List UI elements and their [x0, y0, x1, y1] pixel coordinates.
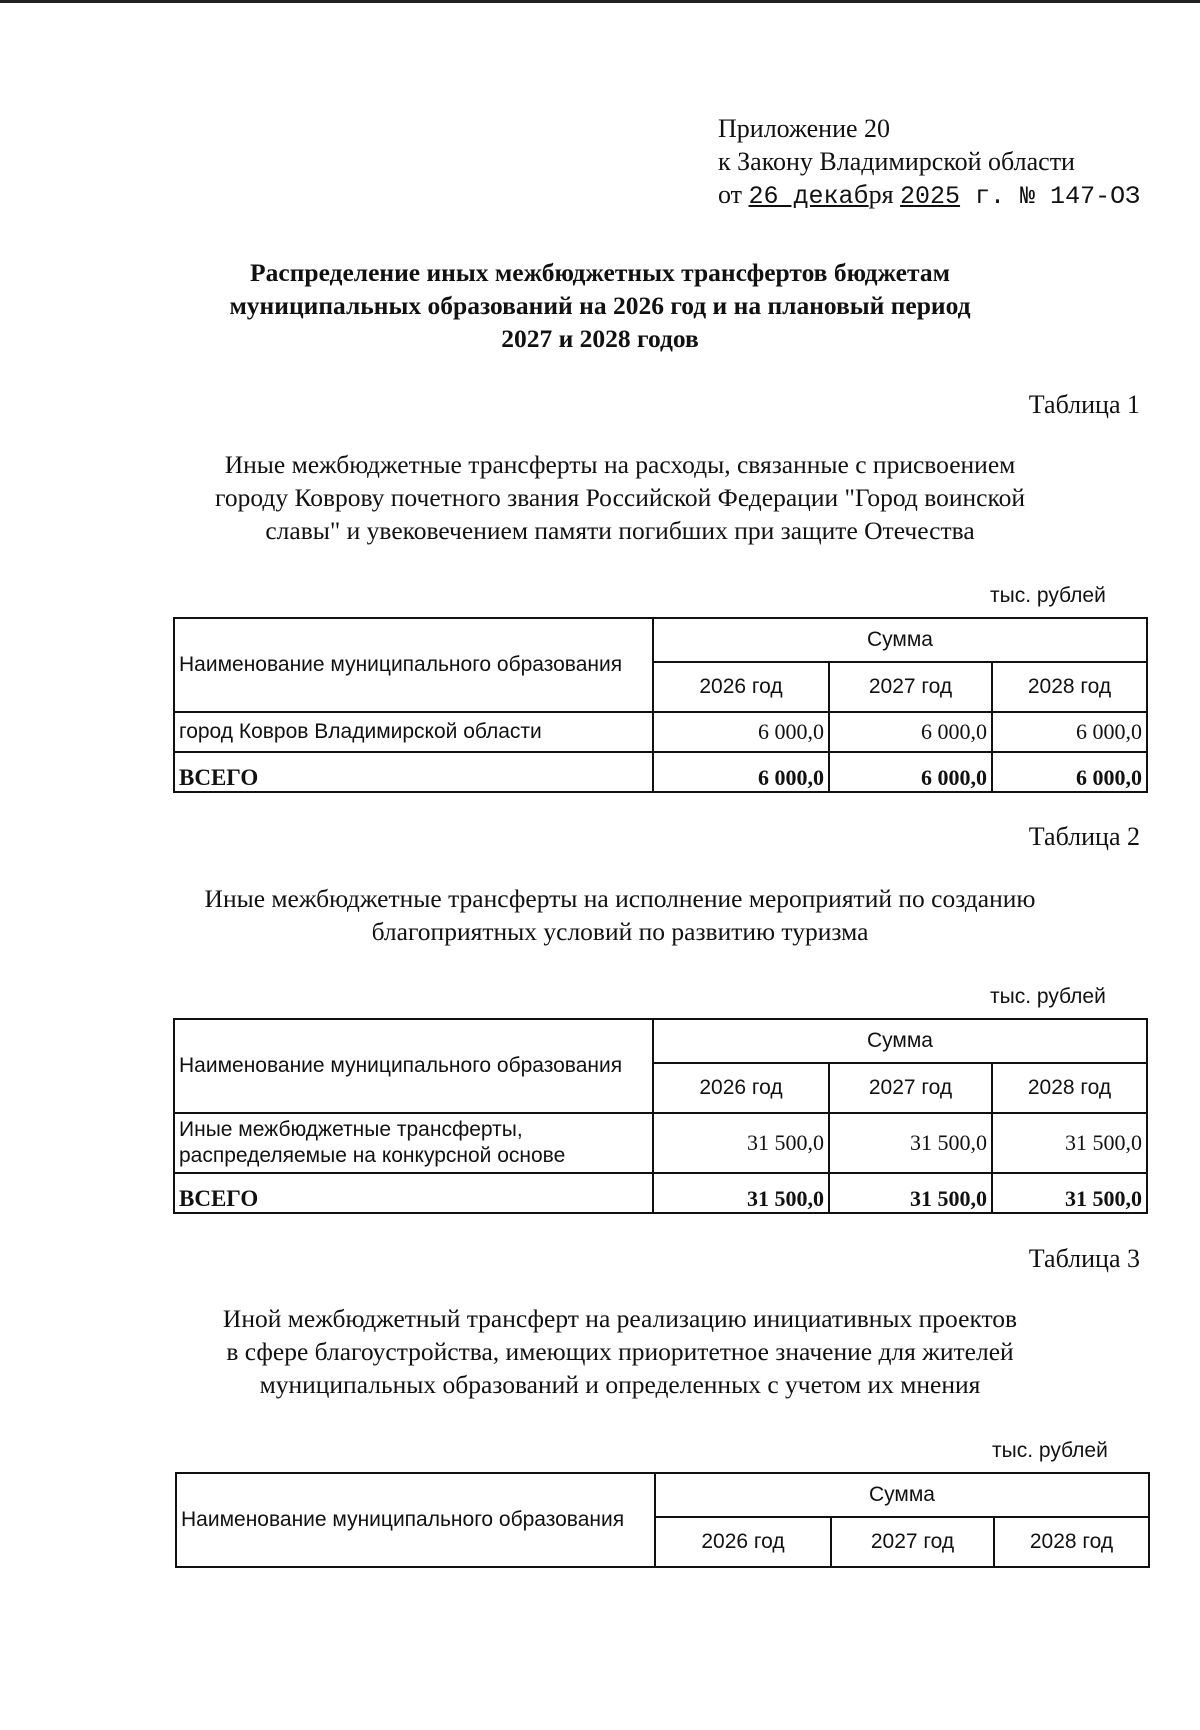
table-total-row — [174, 1173, 1147, 1213]
header-year: 2026 год — [653, 1063, 829, 1113]
appendix-date-number — [718, 178, 1158, 213]
caption-line: городу Коврову почетного звания Российской Федерации "Город воинской — [215, 483, 1025, 512]
row-value: 31 500,0 — [992, 1113, 1147, 1173]
header-year: 2027 год — [829, 662, 992, 712]
appendix-date-month-rest: ря — [868, 180, 901, 209]
header-name: Наименование муниципального образования — [176, 1473, 655, 1567]
table-header-row — [174, 1019, 1147, 1063]
header-year: 2026 год — [655, 1517, 831, 1567]
header-name: Наименование муниципального образования — [174, 1019, 653, 1113]
caption-line: Иной межбюджетный трансферт на реализацию инициативных проектов — [222, 1304, 1018, 1333]
units-label: тыс. рублей — [990, 985, 1106, 1008]
table-row — [174, 712, 1147, 752]
header-year: 2028 год — [992, 662, 1147, 712]
table-total-row — [174, 752, 1147, 792]
appendix-number: Приложение 20 — [718, 114, 891, 143]
total-value: 31 500,0 — [653, 1173, 829, 1213]
row-name-line: распределяемые на конкурсной основе — [179, 1144, 566, 1167]
row-name: город Ковров Владимирской области — [174, 712, 653, 752]
appendix-law-reference: к Закону Владимирской области — [718, 147, 1075, 176]
table-caption — [140, 1302, 1100, 1401]
caption-line: в сфере благоустройства, имеющих приоритетное значение для жителей — [226, 1337, 1014, 1366]
total-value: 6 000,0 — [653, 752, 829, 792]
title-line: 2027 и 2028 годов — [501, 324, 699, 353]
header-sum: Сумма — [655, 1473, 1149, 1517]
row-value: 6 000,0 — [992, 712, 1147, 752]
total-value: 6 000,0 — [992, 752, 1147, 792]
row-value: 31 500,0 — [829, 1113, 992, 1173]
table-number: Таблица 3 — [1028, 1244, 1140, 1273]
header-year: 2028 год — [994, 1517, 1149, 1567]
title-line: Распределение иных межбюджетных трансфертов бюджетам — [250, 258, 950, 287]
total-value: 31 500,0 — [992, 1173, 1147, 1213]
appendix-block — [718, 112, 1158, 213]
total-value: 6 000,0 — [829, 752, 992, 792]
table-number: Таблица 2 — [1028, 822, 1140, 851]
budget-table-3 — [175, 1472, 1150, 1568]
caption-line: благоприятных условий по развитию туризма — [371, 917, 869, 946]
total-label: ВСЕГО — [174, 1173, 653, 1213]
document-title — [130, 256, 1070, 355]
caption-line: муниципальных образований и определенных с учетом их мнения — [259, 1370, 981, 1399]
header-sum: Сумма — [653, 618, 1147, 662]
total-value: 31 500,0 — [829, 1173, 992, 1213]
row-name-line: Иные межбюджетные трансферты, — [179, 1118, 523, 1141]
header-name: Наименование муниципального образования — [174, 618, 653, 712]
caption-line: славы" и увековечением памяти погибших при защите Отечества — [265, 516, 975, 545]
table-caption — [140, 882, 1100, 948]
row-value: 31 500,0 — [653, 1113, 829, 1173]
header-year: 2027 год — [829, 1063, 992, 1113]
table-header-row — [174, 618, 1147, 662]
header-year: 2026 год — [653, 662, 829, 712]
caption-line: Иные межбюджетные трансферты на исполнение мероприятий по созданию — [204, 884, 1036, 913]
budget-table-1 — [173, 617, 1148, 793]
units-label: тыс. рублей — [992, 1439, 1108, 1462]
row-value: 6 000,0 — [653, 712, 829, 752]
caption-line: Иные межбюджетные трансферты на расходы, связанные с присвоением — [224, 450, 1016, 479]
row-name — [174, 1113, 653, 1173]
budget-table-2 — [173, 1018, 1148, 1214]
row-value: 6 000,0 — [829, 712, 992, 752]
table-row — [174, 1113, 1147, 1173]
table-caption — [140, 448, 1100, 547]
top-border-line — [0, 0, 1200, 3]
title-line: муниципальных образований на 2026 год и на плановый период — [229, 291, 971, 320]
table-number: Таблица 1 — [1028, 390, 1140, 419]
table-header-row — [176, 1473, 1149, 1517]
total-label: ВСЕГО — [174, 752, 653, 792]
appendix-law-number: г. № 147-ОЗ — [960, 182, 1141, 211]
header-year: 2028 год — [992, 1063, 1147, 1113]
appendix-date-year: 2025 — [900, 182, 961, 211]
header-year: 2027 год — [831, 1517, 994, 1567]
appendix-date-day: 26 декаб — [748, 182, 869, 211]
header-sum: Сумма — [653, 1019, 1147, 1063]
units-label: тыс. рублей — [990, 584, 1106, 607]
appendix-from: от — [718, 180, 749, 209]
